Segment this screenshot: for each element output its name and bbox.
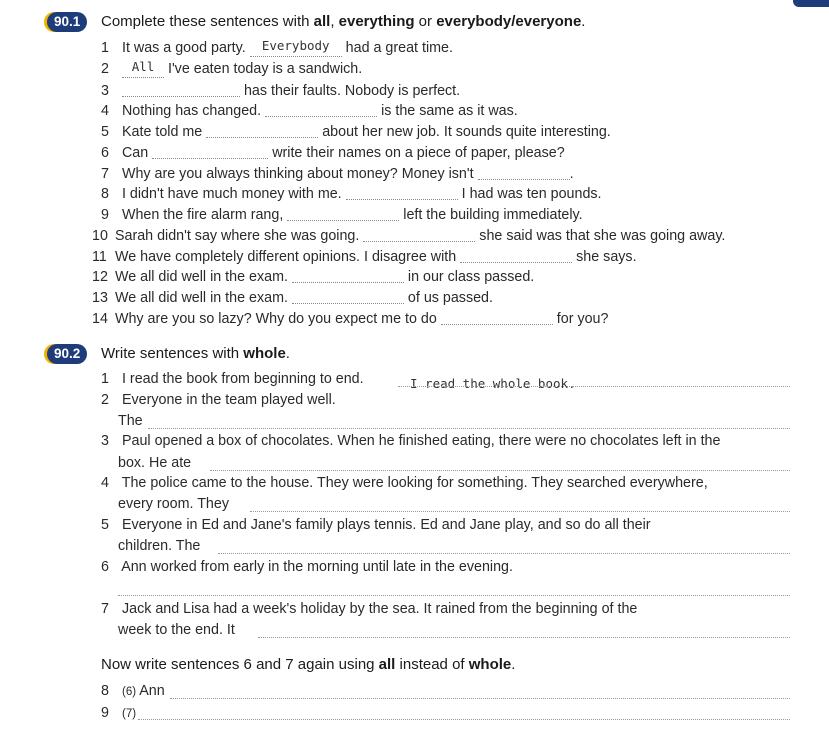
question-text: Paul opened a box of chocolates. When he finished eating, there were no chocolates left in the	[121, 433, 721, 449]
handwritten-answer: I read the whole book.	[410, 376, 576, 391]
reference-number: (6)	[121, 686, 137, 698]
question-text: Everyone in Ed and Jane's family plays tennis. Ed and Jane play, and so do all their	[121, 517, 651, 533]
sentence-end: in our class passed.	[407, 269, 535, 285]
answer-line[interactable]	[218, 552, 790, 554]
answer-blank[interactable]	[441, 310, 553, 325]
exercise-line	[101, 517, 651, 533]
heading-text: instead of	[395, 656, 469, 673]
item-number: 9	[101, 207, 109, 223]
answer-line[interactable]	[138, 718, 790, 720]
sentence-start: Sarah didn't say where she was going.	[114, 228, 360, 244]
exercise-line	[101, 123, 611, 140]
item-number: 3	[101, 433, 109, 449]
answer-blank[interactable]	[460, 248, 572, 263]
exercise-badge-90-1: 90.1	[47, 12, 87, 32]
answer-line[interactable]	[210, 469, 790, 471]
exercise-line	[92, 310, 608, 327]
sentence-end: of us passed.	[407, 290, 493, 306]
exercise-line	[101, 559, 513, 575]
sentence-start: When the fire alarm rang,	[121, 207, 284, 223]
question-text: The police came to the house. They were looking for something. They searched everywhere,	[121, 475, 708, 491]
reference-number: (7)	[121, 708, 137, 720]
answer-blank[interactable]	[152, 144, 268, 159]
handwritten-answer: Everybody	[261, 38, 330, 53]
exercise-line	[92, 248, 637, 265]
exercise-line	[101, 61, 362, 78]
sentence-end: left the building immediately.	[403, 207, 583, 223]
exercise-heading-90-1	[101, 13, 585, 30]
item-number: 14	[92, 311, 108, 327]
heading-keyword: everything	[338, 13, 415, 30]
exercise-line	[101, 433, 720, 449]
item-number: 13	[92, 290, 108, 306]
exercise-line	[92, 289, 493, 306]
exercise-line	[101, 601, 637, 617]
question-text: Ann worked from early in the morning until late in the evening.	[121, 559, 513, 575]
question-text: I read the book from beginning to end.	[121, 371, 364, 387]
heading-keyword: whole	[468, 656, 512, 673]
item-number: 9	[101, 705, 109, 721]
sentence-end: about her new job. It sounds quite interesting.	[322, 124, 611, 140]
heading-keyword: all	[313, 13, 331, 30]
sentence-end: I had was ten pounds.	[461, 186, 602, 202]
item-number: 1	[101, 371, 109, 387]
answer-blank[interactable]	[122, 59, 164, 78]
sentence-start: Nothing has changed.	[121, 103, 262, 119]
sentence-end: .	[569, 166, 574, 182]
sentence-start: I didn't have much money with me.	[121, 186, 342, 202]
exercise-line	[101, 40, 453, 57]
heading-keyword: all	[378, 656, 396, 673]
answer-line[interactable]	[170, 697, 790, 699]
answer-blank[interactable]	[478, 165, 570, 180]
answer-prompt: every room. They	[118, 496, 229, 512]
sentence-start: It was a good party.	[121, 40, 246, 56]
heading-text: .	[581, 13, 586, 30]
item-number: 8	[101, 186, 109, 202]
exercise-badge-90-2: 90.2	[47, 344, 87, 364]
question-text: Everyone in the team played well.	[121, 392, 336, 408]
heading-text: .	[511, 656, 516, 673]
item-number: 5	[101, 517, 109, 533]
heading-text: Write sentences with	[101, 345, 244, 362]
sentence-end: for you?	[556, 311, 609, 327]
sentence-end: she says.	[576, 249, 637, 265]
heading-text: or	[414, 13, 437, 30]
follow-up-instruction	[101, 656, 515, 673]
item-number: 6	[101, 559, 109, 575]
sentence-end: is the same as it was.	[381, 103, 518, 119]
exercise-line	[101, 683, 165, 699]
answer-prompt: The	[118, 413, 143, 429]
answer-prompt: children. The	[118, 538, 201, 554]
exercise-line	[101, 371, 364, 387]
heading-text: .	[285, 345, 290, 362]
answer-prompt: box. He ate	[118, 455, 192, 471]
sentence-start: Why are you always thinking about money? Money isn't	[121, 166, 474, 182]
heading-keyword: everybody/everyone	[436, 13, 582, 30]
answer-line[interactable]	[398, 385, 790, 387]
item-number: 6	[101, 145, 109, 161]
answer-line[interactable]	[118, 594, 790, 596]
question-text: Jack and Lisa had a week's holiday by the sea. It rained from the beginning of the	[121, 601, 638, 617]
exercise-line	[101, 82, 460, 99]
sentence-start: Kate told me	[121, 124, 203, 140]
handwritten-answer: All	[131, 59, 155, 74]
item-number: 5	[101, 124, 109, 140]
heading-text: Complete these sentences with	[101, 13, 314, 30]
exercise-line	[101, 165, 574, 182]
item-number: 7	[101, 166, 109, 182]
heading-keyword: whole	[243, 345, 286, 362]
sentence-start: We have completely different opinions. I disagree with	[114, 249, 457, 265]
exercise-line	[92, 268, 534, 285]
item-number: 7	[101, 601, 109, 617]
item-number: 2	[101, 392, 109, 408]
sentence-end: has their faults. Nobody is perfect.	[243, 83, 461, 99]
answer-blank[interactable]	[346, 185, 458, 200]
sentence-end: write their names on a piece of paper, please?	[272, 145, 565, 161]
item-number: 12	[92, 269, 108, 285]
answer-line[interactable]	[250, 510, 790, 512]
heading-text: Now write sentences 6 and 7 again using	[101, 656, 379, 673]
exercise-line	[101, 392, 336, 408]
exercise-heading-90-2	[101, 345, 290, 362]
exercise-line	[101, 185, 602, 202]
item-number: 11	[92, 249, 107, 265]
answer-prompt: week to the end. It	[118, 622, 235, 638]
exercise-line	[92, 227, 725, 244]
answer-blank[interactable]	[363, 227, 475, 242]
sentence-start: We all did well in the exam.	[114, 269, 288, 285]
sentence-end: had a great time.	[345, 40, 453, 56]
answer-line[interactable]	[258, 636, 790, 638]
answer-blank[interactable]	[250, 38, 342, 57]
sentence-end: she said was that she was going away.	[479, 228, 726, 244]
item-number: 4	[101, 103, 109, 119]
sentence-start: Why are you so lazy? Why do you expect me to do	[114, 311, 437, 327]
item-number: 10	[92, 228, 108, 244]
answer-blank[interactable]	[287, 206, 399, 221]
item-number: 4	[101, 475, 109, 491]
item-number: 2	[101, 61, 109, 77]
answer-prompt: Ann	[139, 683, 165, 699]
exercise-line	[101, 705, 136, 721]
sentence-start: We all did well in the exam.	[114, 290, 288, 306]
sentence-start: Can	[121, 145, 149, 161]
answer-blank[interactable]	[265, 102, 377, 117]
exercise-line	[101, 206, 583, 223]
answer-blank[interactable]	[206, 123, 318, 138]
corner-tab	[793, 0, 829, 7]
exercise-line	[101, 144, 565, 161]
heading-text: ,	[330, 13, 339, 30]
sentence-end: I've eaten today is a sandwich.	[167, 61, 363, 77]
answer-blank[interactable]	[292, 268, 404, 283]
item-number: 1	[101, 40, 109, 56]
item-number: 8	[101, 683, 109, 699]
answer-blank[interactable]	[122, 82, 240, 97]
answer-blank[interactable]	[292, 289, 404, 304]
answer-line[interactable]	[148, 427, 790, 429]
exercise-line	[101, 102, 518, 119]
exercise-line	[101, 475, 708, 491]
item-number: 3	[101, 83, 109, 99]
